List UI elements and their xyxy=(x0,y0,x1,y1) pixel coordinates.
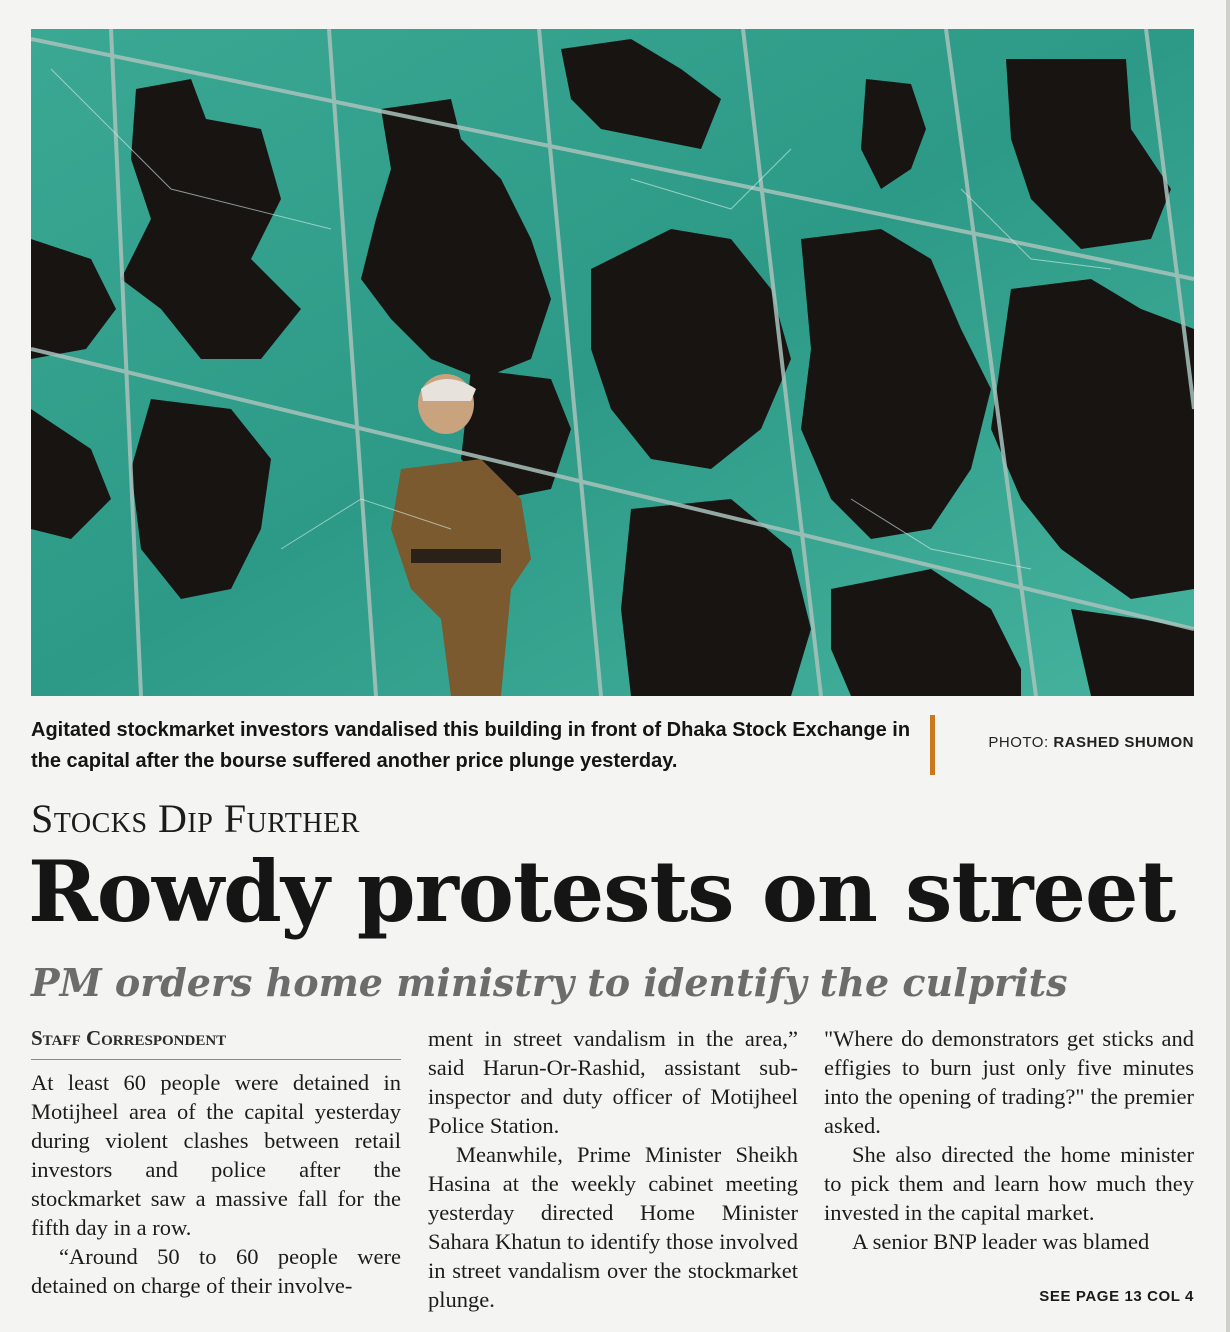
article-column-3 xyxy=(824,1024,1194,1256)
article-column-2 xyxy=(428,1024,798,1314)
article-paragraph: “Around 50 to 60 people were detained on charge of their involve- xyxy=(31,1244,401,1298)
article-paragraph: ment in street vandalism in the area,” said Harun-Or-Rashid, assistant sub-inspector and duty officer of Motijheel Police Station. xyxy=(428,1026,798,1138)
kicker: Stocks Dip Further xyxy=(31,796,360,841)
article-paragraph: She also directed the home minister to pick them and learn how much they invested in the capital market. xyxy=(824,1142,1194,1225)
caption-divider xyxy=(930,715,935,775)
article-paragraph: "Where do demonstrators get sticks and effigies to burn just only five minutes into the opening of trading?" the premier asked. xyxy=(824,1026,1194,1138)
jump-line: SEE PAGE 13 COL 4 xyxy=(1039,1288,1194,1305)
news-photo xyxy=(31,29,1194,696)
photo-credit xyxy=(988,734,1194,751)
photo-credit-name: RASHED SHUMON xyxy=(1053,734,1194,751)
article-column-1 xyxy=(31,1024,401,1300)
byline: Staff Correspondent xyxy=(31,1024,401,1060)
deck-subheadline: PM orders home ministry to identify the culprits xyxy=(31,960,1068,1005)
headline: Rowdy protests on street xyxy=(28,842,1176,941)
photo-caption: Agitated stockmarket investors vandalised this building in front of Dhaka Stock Exchange in the capital after the bourse suffered another price plunge yesterday. xyxy=(31,719,911,772)
article-paragraph: Meanwhile, Prime Minister Sheikh Hasina at the weekly cabinet meeting yesterday directed Home Minister Sahara Khatun to identify those involved in street vandalism over the stockmarket plunge. xyxy=(428,1142,798,1312)
photo-credit-prefix: PHOTO: xyxy=(988,734,1049,751)
article-paragraph: At least 60 people were detained in Motijheel area of the capital yesterday during violent clashes between retail investors and police after the stockmarket saw a massive fall for the fifth day in a row. xyxy=(31,1070,401,1240)
page-edge xyxy=(1226,0,1230,1332)
article-paragraph: A senior BNP leader was blamed xyxy=(852,1229,1150,1254)
